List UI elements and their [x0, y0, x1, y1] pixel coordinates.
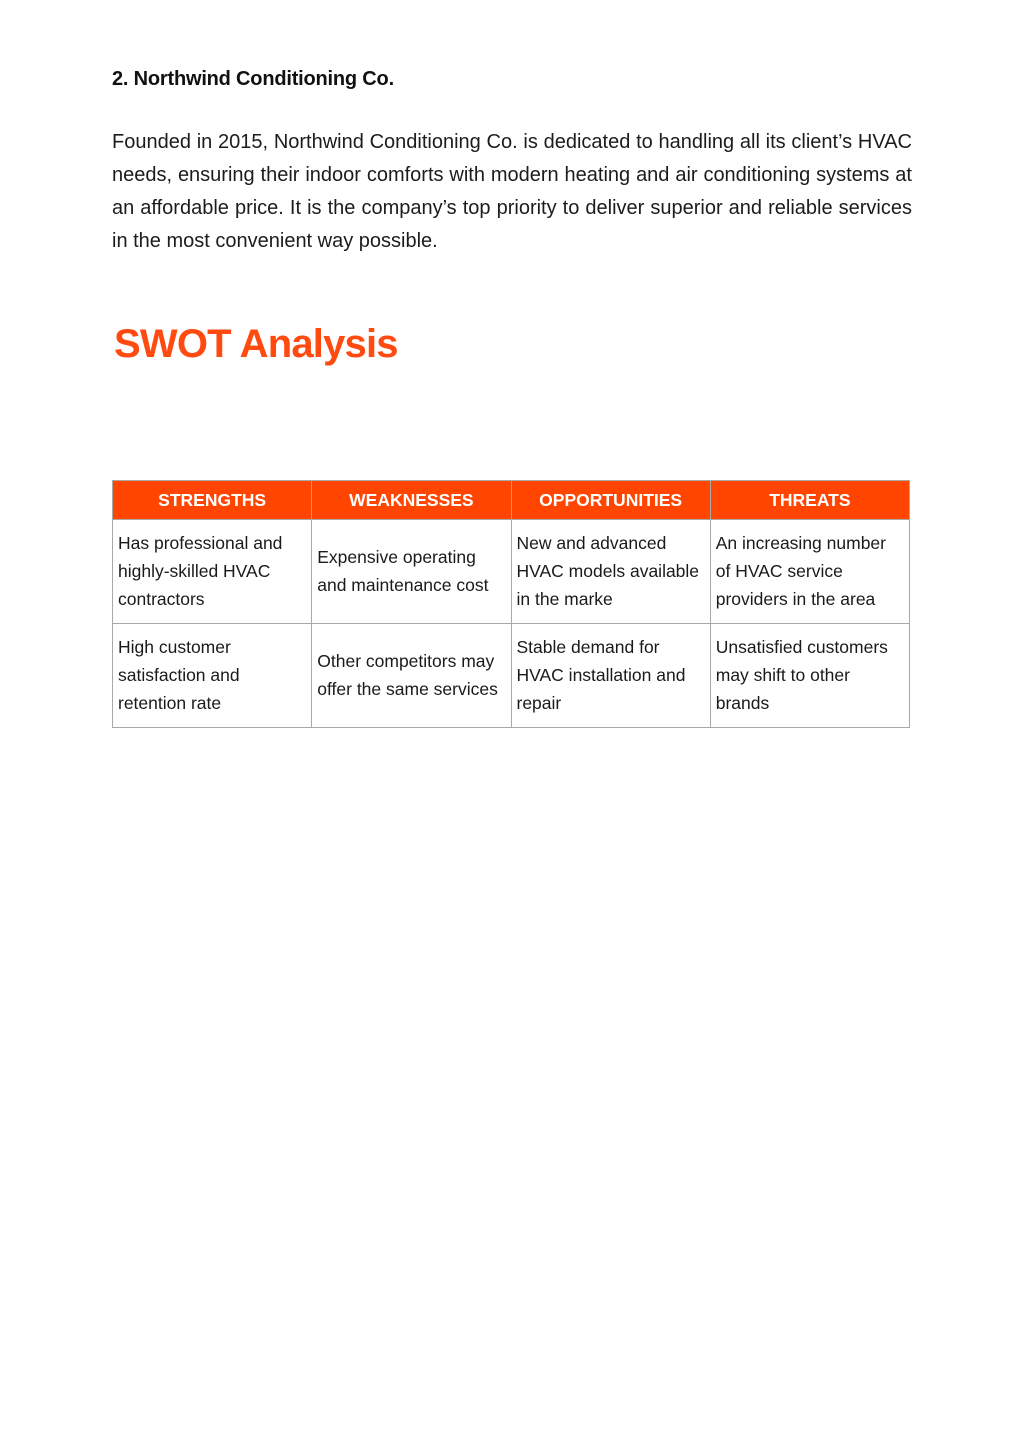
- opportunity-cell: New and advanced HVAC models available in the marke: [511, 520, 710, 624]
- table-row: [113, 624, 910, 728]
- weakness-cell: Expensive operating and maintenance cost: [312, 520, 511, 624]
- header-opportunities: OPPORTUNITIES: [511, 481, 710, 520]
- threat-cell: An increasing number of HVAC service providers in the area: [710, 520, 909, 624]
- table-row: [113, 520, 910, 624]
- swot-table: [112, 480, 910, 728]
- threat-cell: Unsatisfied customers may shift to other brands: [710, 624, 909, 728]
- swot-header-row: [113, 481, 910, 520]
- swot-title: SWOT Analysis: [114, 322, 398, 366]
- strength-cell: High customer satisfaction and retention rate: [113, 624, 312, 728]
- company-heading: 2. Northwind Conditioning Co.: [112, 68, 394, 90]
- strength-cell: Has professional and highly-skilled HVAC contractors: [113, 520, 312, 624]
- header-threats: THREATS: [710, 481, 909, 520]
- header-weaknesses: WEAKNESSES: [312, 481, 511, 520]
- weakness-cell: Other competitors may offer the same services: [312, 624, 511, 728]
- header-strengths: STRENGTHS: [113, 481, 312, 520]
- company-description: Founded in 2015, Northwind Conditioning Co. is dedicated to handling all its client’s HVAC needs, ensuring their indoor comforts with modern heating and air conditioning systems at an affordable price. It is the company’s top priority to deliver superior and reliable services in the most convenient way possible.: [112, 131, 912, 252]
- opportunity-cell: Stable demand for HVAC installation and repair: [511, 624, 710, 728]
